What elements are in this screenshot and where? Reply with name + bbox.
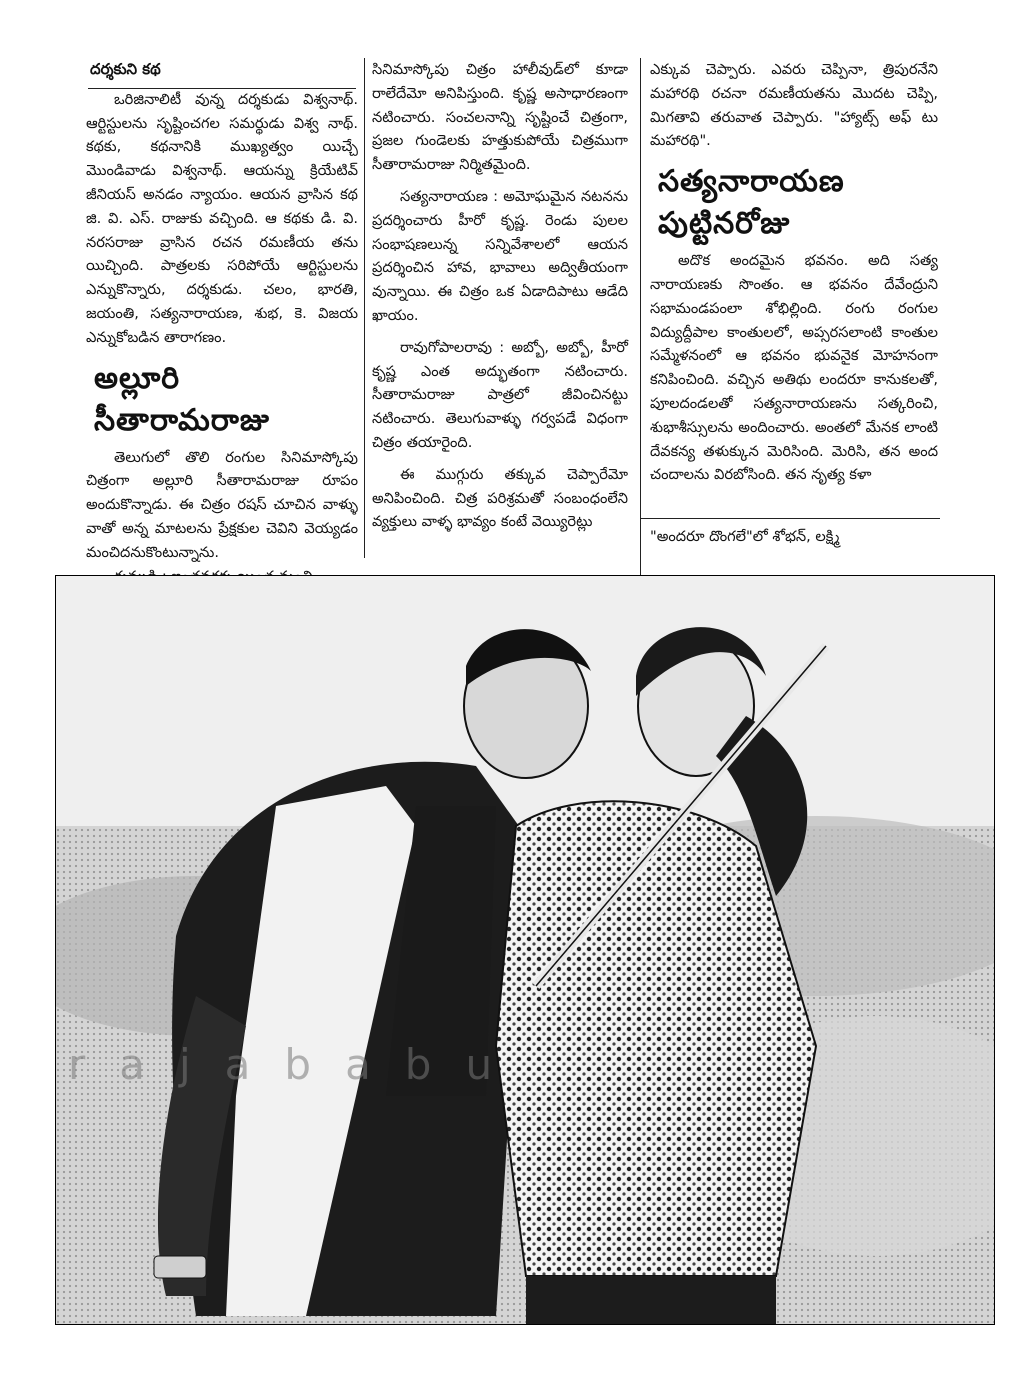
paragraph: ఈ ముగ్గురు తక్కువ చెప్పారేమో అనిపించింది. చిత్ర పరిశ్రమతో సంబంధంలేని వ్యక్తులు వాళ్ళ భావ్యం కంటే వెయ్యిరెట్లు <box>372 465 628 531</box>
section-heading-alluri: అల్లూరి సీతారామరాజు <box>94 360 270 438</box>
section-heading-director-story: దర్శకుని కథ <box>90 60 161 78</box>
column-3 <box>650 58 938 487</box>
watermark-text: rajababu <box>68 1040 527 1089</box>
paragraph: రావుగోపాలరావు : అబ్బో, అబ్బో, హీరో కృష్ణ ఎంత అద్భుతంగా నటించారు. సీతారామరాజు పాత్రలో జీవించినట్టు నటించారు. తెలుగువాళ్ళు గర్వపడే విధంగా చిత్రం తయారైంది. <box>372 338 628 451</box>
film-still-photo <box>55 575 995 1325</box>
heading-underline <box>88 88 356 89</box>
column-1 <box>86 58 358 588</box>
paragraph: ఒరిజినాలిటీ వున్న దర్శకుడు విశ్వనాథ్. ఆర్టిస్టులను సృష్టించగల సమర్థుడు విశ్వ నాథ్. కథకు, కథనానికి ముఖ్యత్వం యిచ్చే మొండివాడు విశ్వనాథ్. ఆయన్ను క్రియేటివ్ జీనియస్ అనడం న్యాయం. ఆయన వ్రాసిన కథ జి. వి. ఎస్. రాజుకు వచ్చింది. ఆ కథకు డి. వి. నరసరాజు వ్రాసిన రచన రమణీయ తను యిచ్చింది. పాత్రలకు సరిపోయే ఆర్టిస్టులను ఎన్నుకొన్నారు, దర్శకుడు. చలం, భారతి, జయంతి, సత్యనారాయణ, శుభ, కె. విజయ ఎన్నుకోబడిన తారాగణం. <box>86 90 358 346</box>
column-2 <box>372 58 628 534</box>
paragraph: తెలుగులో తొలి రంగుల సినిమాస్కోపు చిత్రంగా అల్లూరి సీతారామరాజు రూపం అందుకొన్నాడు. ఈ చిత్రం రషస్ చూచిన వాళ్ళు వాతో అన్న మాటలను ప్రేక్షకుల చెవిని వెయ్యడం మంచిదనుకొంటున్నాను. <box>86 448 358 561</box>
paragraph: సినిమాస్కోపు చిత్రం హాలీవుడ్‌లో కూడా రాలేదేమో అనిపిస్తుంది. కృష్ణ అసాధారణంగా నటించారు. సంచలనాన్ని సృష్టించే చిత్రంగా, ప్రజల గుండెలకు హత్తుకుపోయే చిత్రముగా సీతారామరాజు నిర్మితమైంది. <box>372 61 628 174</box>
paragraph: సత్యనారాయణ : అమోఘమైన నటనను ప్రదర్శించారు హీరో కృష్ణ. రెండు పులల సంభాషణలున్న సన్నివేశాలలో ఆయన ప్రదర్శించిన హావ, భావాలు అద్వితీయంగా వున్నాయి. ఈ చిత్రం ఒక ఏడాదిపాటు ఆడేది ఖాయం. <box>372 187 628 324</box>
photo-caption: "అందరూ దొంగలే"లో శోభన్, లక్ష్మి <box>650 528 840 545</box>
column-divider <box>364 58 365 558</box>
paragraph: అదొక అందమైన భవనం. అది సత్య నారాయణకు సొంతం. ఆ భవనం దేవేంద్రుని సభామండపంలా శోభిల్లింది. రంగు రంగుల విద్యుద్దీపాల కాంతులలో, అప్సరసలాంటి కాంతుల సమ్మేళనంలో ఆ భవనం భువనైక మోహనంగా కనిపించింది. వచ్చిన అతిథు లందరూ కానుకలతో, పూలదండలతో సత్యనారాయణను సత్కరించి, శుభాశీస్సులను అందించారు. అంతలో మేనక లాంటి దేవకన్య తళుక్కున మెరిసింది. మెరిసి, తన అంద చందాలను విరబోసింది. తన నృత్య కళా <box>650 252 938 484</box>
film-still-illustration <box>56 576 994 1324</box>
section-heading-birthday: సత్యనారాయణ పుట్టినరోజు <box>658 164 845 242</box>
caption-rule <box>640 518 940 519</box>
paragraph: ఎక్కువ చెప్పారు. ఎవరు చెప్పినా, త్రిపురనేని మహారథి రచనా రమణీయతను మొదట చెప్పి, మిగతావి తరువాత చెప్పారు. "హ్యాట్స్ అఫ్ టు మహారథి". <box>650 61 938 150</box>
column-divider <box>640 58 641 578</box>
